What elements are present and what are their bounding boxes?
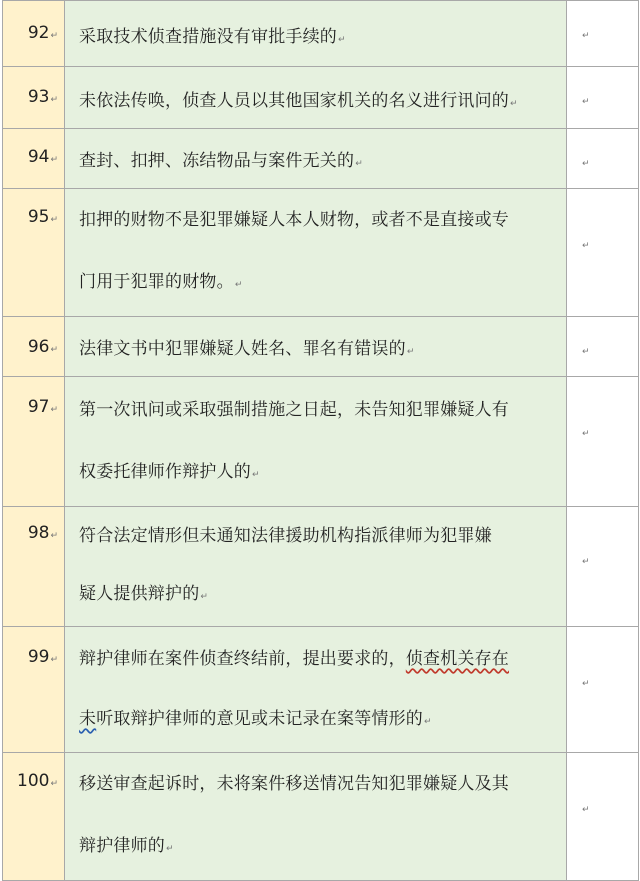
item-number: 100 xyxy=(17,771,50,791)
table-row xyxy=(3,627,639,753)
item-number: 96 xyxy=(27,337,50,357)
item-description-line1-part2: 侦查机关存在 xyxy=(405,649,510,669)
item-number-cell xyxy=(3,67,65,129)
item-number-cell xyxy=(3,1,65,67)
paragraph-mark-icon: ↵ xyxy=(582,159,590,169)
paragraph-mark-icon: ↵ xyxy=(50,779,58,789)
item-description-cell xyxy=(65,1,567,67)
paragraph-mark-icon: ↵ xyxy=(338,35,346,45)
paragraph-mark-icon: ↵ xyxy=(50,155,58,165)
item-description-cell xyxy=(65,377,567,507)
item-number: 93 xyxy=(27,87,50,107)
paragraph-mark-icon: ↵ xyxy=(50,215,58,225)
item-number: 98 xyxy=(27,523,50,543)
item-number: 97 xyxy=(27,397,50,417)
check-cell[interactable] xyxy=(567,129,639,189)
paragraph-mark-icon: ↵ xyxy=(355,159,363,169)
table-row xyxy=(3,377,639,507)
item-description-cell xyxy=(65,627,567,753)
table-row xyxy=(3,129,639,189)
paragraph-mark-icon: ↵ xyxy=(582,241,590,251)
check-cell[interactable] xyxy=(567,317,639,377)
item-description-line1: 移送审查起诉时，未将案件移送情况告知犯罪嫌疑人及其 xyxy=(79,774,509,794)
check-cell[interactable] xyxy=(567,189,639,317)
item-description-line2: 辩护律师的 xyxy=(79,836,165,856)
item-description-line1: 符合法定情形但未通知法律援助机构指派律师为犯罪嫌 xyxy=(79,526,492,546)
item-description: 未依法传唤，侦查人员以其他国家机关的名义进行讯问的 xyxy=(79,91,509,111)
table-row xyxy=(3,67,639,129)
paragraph-mark-icon: ↵ xyxy=(50,655,58,665)
item-description-line2-part2: 听取辩护律师的意见或未记录在案等情形的 xyxy=(96,709,424,729)
item-description-line1: 扣押的财物不是犯罪嫌疑人本人财物，或者不是直接或专 xyxy=(79,210,509,230)
item-description: 采取技术侦查措施没有审批手续的 xyxy=(79,27,337,47)
item-description: 查封、扣押、冻结物品与案件无关的 xyxy=(79,151,355,171)
check-cell[interactable] xyxy=(567,753,639,881)
check-cell[interactable] xyxy=(567,507,639,627)
paragraph-mark-icon: ↵ xyxy=(582,429,590,439)
item-number: 99 xyxy=(27,647,50,667)
item-number-cell xyxy=(3,507,65,627)
paragraph-mark-icon: ↵ xyxy=(234,280,243,290)
item-description-cell xyxy=(65,189,567,317)
paragraph-mark-icon: ↵ xyxy=(50,31,58,41)
item-description: 法律文书中犯罪嫌疑人姓名、罪名有错误的 xyxy=(79,339,406,359)
item-description-cell xyxy=(65,67,567,129)
item-description-line2: 权委托律师作辩护人的 xyxy=(79,462,251,482)
item-number: 95 xyxy=(27,207,50,227)
item-description-cell xyxy=(65,507,567,627)
paragraph-mark-icon: ↵ xyxy=(582,31,590,41)
table-row xyxy=(3,1,639,67)
item-description-line1: 第一次讯问或采取强制措施之日起，未告知犯罪嫌疑人有 xyxy=(79,400,509,420)
paragraph-mark-icon: ↵ xyxy=(252,470,260,480)
item-description-line1-part1: 辩护律师在案件侦查终结前，提出要求的， xyxy=(79,649,406,669)
check-cell[interactable] xyxy=(567,1,639,67)
paragraph-mark-icon: ↵ xyxy=(50,345,58,355)
item-description-line2: 疑人提供辩护的 xyxy=(79,584,200,604)
paragraph-mark-icon: ↵ xyxy=(50,531,58,541)
paragraph-mark-icon: ↵ xyxy=(50,405,58,415)
paragraph-mark-icon: ↵ xyxy=(582,347,590,357)
check-cell[interactable] xyxy=(567,377,639,507)
table-row xyxy=(3,189,639,317)
item-number-cell xyxy=(3,317,65,377)
item-number-cell xyxy=(3,627,65,753)
table-row xyxy=(3,753,639,881)
item-number-cell xyxy=(3,129,65,189)
item-number: 94 xyxy=(27,147,50,167)
check-cell[interactable] xyxy=(567,67,639,129)
table-row xyxy=(3,507,639,627)
paragraph-mark-icon: ↵ xyxy=(200,592,209,602)
paragraph-mark-icon: ↵ xyxy=(510,99,518,109)
paragraph-mark-icon: ↵ xyxy=(582,805,590,815)
violation-checklist-table xyxy=(2,0,639,881)
paragraph-mark-icon: ↵ xyxy=(582,557,590,567)
item-description-line2: 门用于犯罪的财物。 xyxy=(79,272,234,292)
table-row xyxy=(3,317,639,377)
paragraph-mark-icon: ↵ xyxy=(50,95,58,105)
item-number: 92 xyxy=(27,23,50,43)
paragraph-mark-icon: ↵ xyxy=(424,717,432,727)
item-description-cell xyxy=(65,753,567,881)
paragraph-mark-icon: ↵ xyxy=(582,97,590,107)
paragraph-mark-icon: ↵ xyxy=(166,844,174,854)
check-cell[interactable] xyxy=(567,627,639,753)
item-description-line2-part1: 未 xyxy=(79,709,97,729)
item-number-cell xyxy=(3,189,65,317)
item-number-cell xyxy=(3,377,65,507)
paragraph-mark-icon: ↵ xyxy=(406,347,415,357)
item-number-cell xyxy=(3,753,65,881)
item-description-cell xyxy=(65,129,567,189)
item-description-cell xyxy=(65,317,567,377)
paragraph-mark-icon: ↵ xyxy=(582,679,590,689)
